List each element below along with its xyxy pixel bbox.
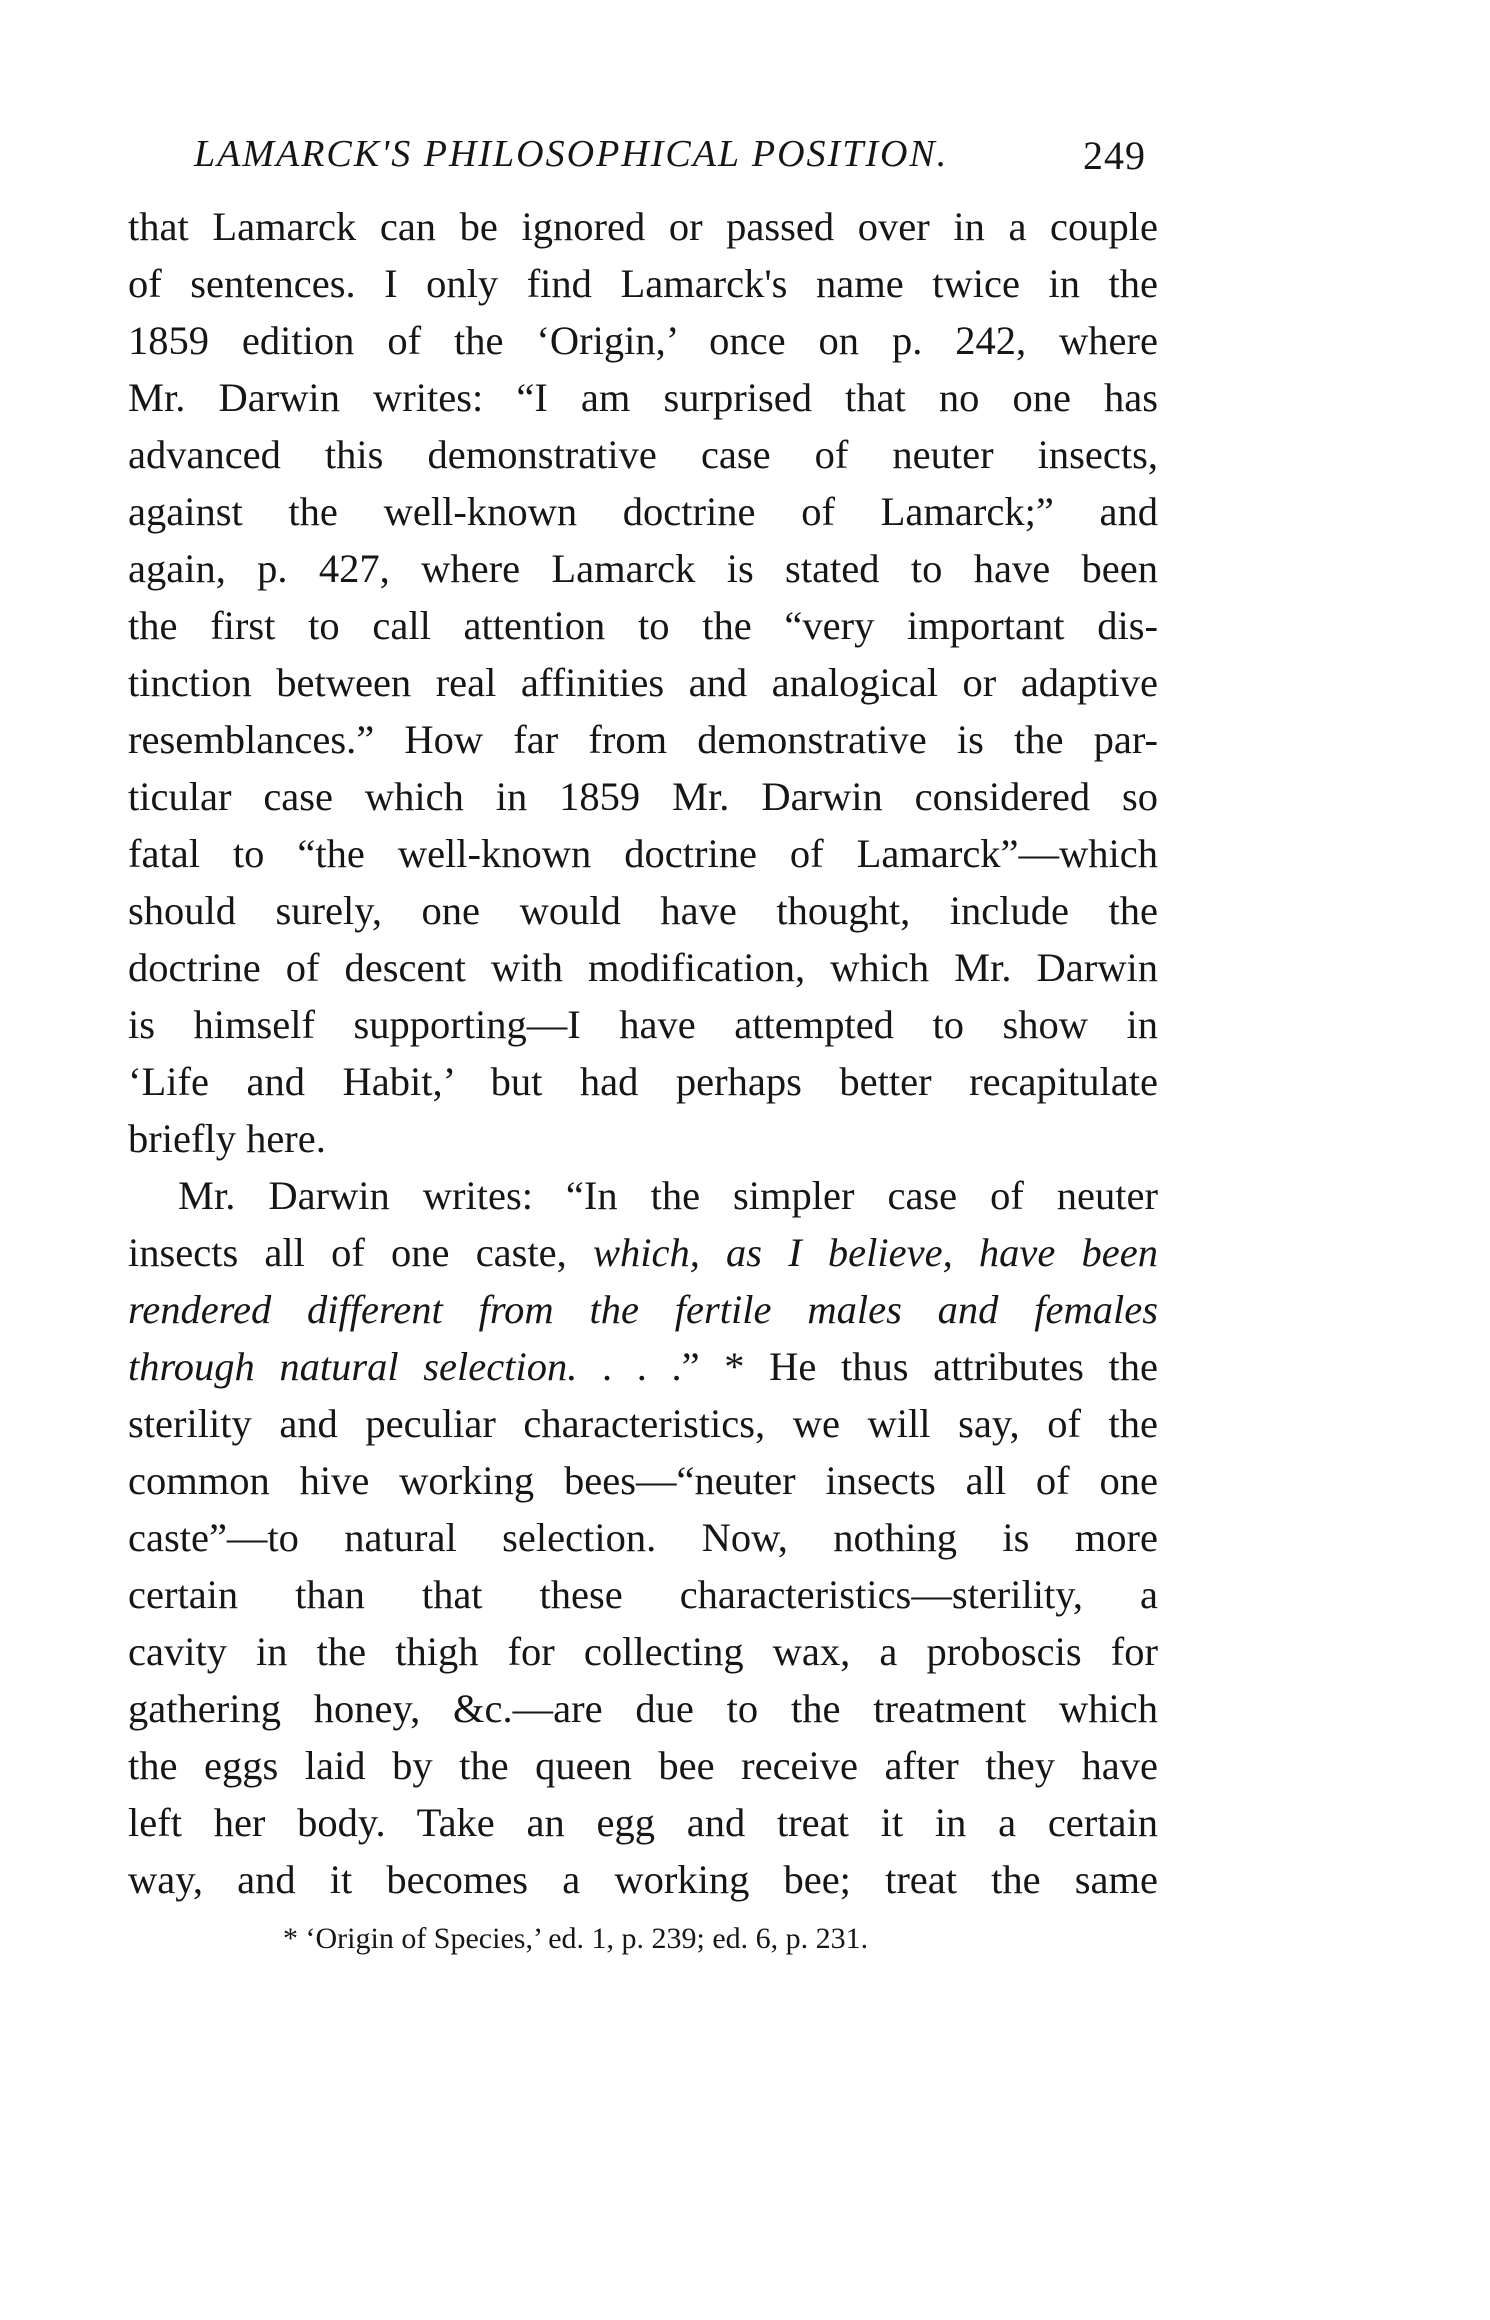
text-line: that Lamarck can be ignored or passed over in a couple <box>128 204 1158 249</box>
text-line <box>128 1224 1158 1281</box>
text-line: the eggs laid by the queen bee receive after they have <box>128 1743 1158 1788</box>
text-line: is himself supporting—I have attempted to show in <box>128 1002 1158 1047</box>
text-line: 1859 edition of the ‘Origin,’ once on p. 242, where <box>128 318 1158 363</box>
text-line: briefly here. <box>128 1116 326 1161</box>
text-line <box>128 1338 1158 1395</box>
text-line: tinction between real affinities and analogical or adaptive <box>128 660 1158 705</box>
body-text <box>128 198 1158 1908</box>
text-line: Mr. Darwin writes: “I am surprised that no one has <box>128 375 1158 420</box>
book-page <box>128 118 1158 1962</box>
running-head <box>128 118 1158 178</box>
paragraph-2 <box>128 1167 1158 1908</box>
text-line: certain than that these characteristics—sterility, a <box>128 1572 1158 1617</box>
text-line: again, p. 427, where Lamarck is stated to have been <box>128 546 1158 591</box>
italic-quotation: rendered different from the fertile males and females <box>128 1287 1158 1332</box>
text-line: the first to call attention to the “very important dis- <box>128 603 1158 648</box>
text-line: common hive working bees—“neuter insects all of one <box>128 1458 1158 1503</box>
text-line: ‘Life and Habit,’ but had perhaps better recapitulate <box>128 1059 1158 1104</box>
page-number: 249 <box>1083 133 1146 178</box>
italic-quotation: which, as I believe, have been <box>592 1230 1158 1275</box>
text-line: should surely, one would have thought, include the <box>128 888 1158 933</box>
text-line: doctrine of descent with modification, which Mr. Darwin <box>128 945 1158 990</box>
text-line: ticular case which in 1859 Mr. Darwin considered so <box>128 774 1158 819</box>
italic-quotation: through natural selection. <box>128 1344 578 1389</box>
text-line: resemblances.” How far from demonstrative is the par- <box>128 717 1158 762</box>
footnote: * ‘Origin of Species,’ ed. 1, p. 239; ed. 6, p. 231. <box>283 1922 869 1955</box>
text-line: caste”—to natural selection. Now, nothing is more <box>128 1515 1158 1560</box>
text-line: fatal to “the well-known doctrine of Lamarck”—which <box>128 831 1158 876</box>
text-line: Mr. Darwin writes: “In the simpler case of neuter <box>178 1173 1158 1218</box>
text-line: cavity in the thigh for collecting wax, a proboscis for <box>128 1629 1158 1674</box>
paragraph-1 <box>128 198 1158 1167</box>
running-title: LAMARCK'S PHILOSOPHICAL POSITION. <box>194 133 949 175</box>
roman-text: . . .” * He thus attributes the <box>602 1344 1158 1389</box>
roman-text: insects all of one caste, <box>128 1230 567 1275</box>
text-line: advanced this demonstrative case of neuter insects, <box>128 432 1158 477</box>
text-line <box>128 1281 1158 1338</box>
text-line: left her body. Take an egg and treat it in a certain <box>128 1800 1158 1845</box>
text-line: against the well-known doctrine of Lamarck;” and <box>128 489 1158 534</box>
text-line: way, and it becomes a working bee; treat the same <box>128 1857 1158 1902</box>
text-line: of sentences. I only find Lamarck's name twice in the <box>128 261 1158 306</box>
text-line: sterility and peculiar characteristics, we will say, of the <box>128 1401 1158 1446</box>
text-line: gathering honey, &c.—are due to the treatment which <box>128 1686 1158 1731</box>
